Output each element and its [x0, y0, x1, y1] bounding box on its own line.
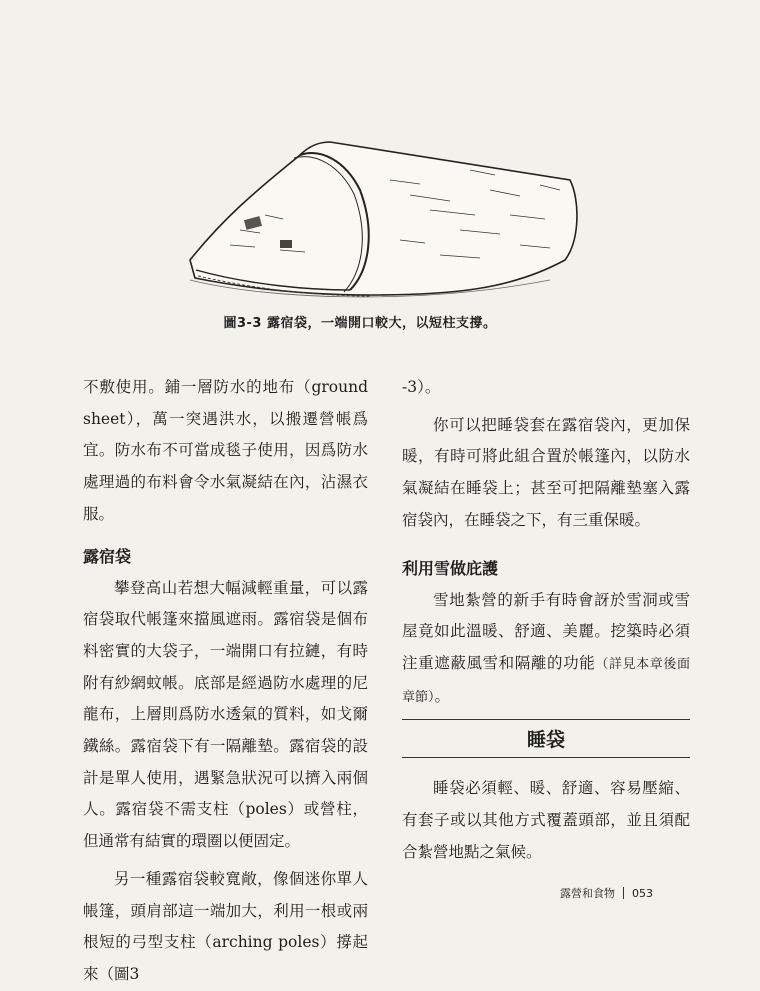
cross-reference-note: （詳見本章後面章節）	[402, 656, 690, 705]
paragraph-end: 。	[434, 686, 451, 705]
paragraph: -3）。	[402, 378, 441, 396]
right-column	[402, 372, 690, 868]
divider	[402, 719, 690, 720]
divider	[402, 757, 690, 758]
section-banner-sleeping-bag	[402, 719, 690, 763]
bivy-sack-drawing	[170, 120, 590, 320]
running-footer-section: 露營和食物	[560, 887, 615, 900]
paragraph: 攀登高山若想大幅減輕重量，可以露宿袋取代帳篷來擋風遮雨。露宿袋是個布料密實的大袋子，一端開口有拉鏈，有時附有紗網蚊帳。底部是經過防水處理的尼龍布，上層則爲防水透氣的質料，如戈爾鐵絲。露宿袋下有一隔離墊。露宿袋的設計是單人使用，遇緊急狀況可以擠入兩個人。露宿袋不需支柱（poles）或營柱，但通常有結實的環圈以便固定。	[83, 578, 368, 851]
section-heading-snow-shelter: 利用雪做庇護	[402, 558, 499, 578]
paragraph	[402, 585, 690, 714]
left-column	[83, 372, 368, 991]
section-title: 睡袋	[526, 729, 565, 752]
paragraph-text: 雪地紮營的新手有時會訝於雪洞或雪屋竟如此溫暖、舒適、美麗。挖築時必須注重遮蔽風雪和隔離的功能	[402, 590, 690, 672]
page-footer	[560, 885, 740, 901]
section-heading-bivy-sack: 露宿袋	[83, 546, 132, 566]
paragraph: 你可以把睡袋套在露宿袋內，更加保暖，有時可將此組合置於帳篷內，以防水氣凝結在睡袋上；甚至可把隔離墊塞入露宿袋內，在睡袋之下，有三重保暖。	[402, 415, 690, 529]
paragraph: 不敷使用。鋪一層防水的地布（ground sheet），萬一突遇洪水，以搬遷營帳爲宜。防水布不可當成毯子使用，因爲防水處理過的布料會令水氣凝結在內，沾濕衣服。	[83, 378, 368, 523]
divider	[623, 887, 624, 899]
figure-caption: 圖3-3 露宿袋，一端開口較大，以短柱支撐。	[223, 316, 497, 331]
paragraph: 另一種露宿袋較寬敞，像個迷你單人帳篷，頭肩部這一端加大，利用一根或兩根短的弓型支柱（arching poles）撐起來（圖3	[83, 869, 368, 983]
paragraph: 睡袋必須輕、暖、舒適、容易壓縮、有套子或以其他方式覆蓋頭部，並且須配合紮營地點之氣候。	[402, 779, 690, 861]
bivy-sack-illustration	[170, 120, 590, 320]
page-number: 053	[632, 886, 653, 900]
